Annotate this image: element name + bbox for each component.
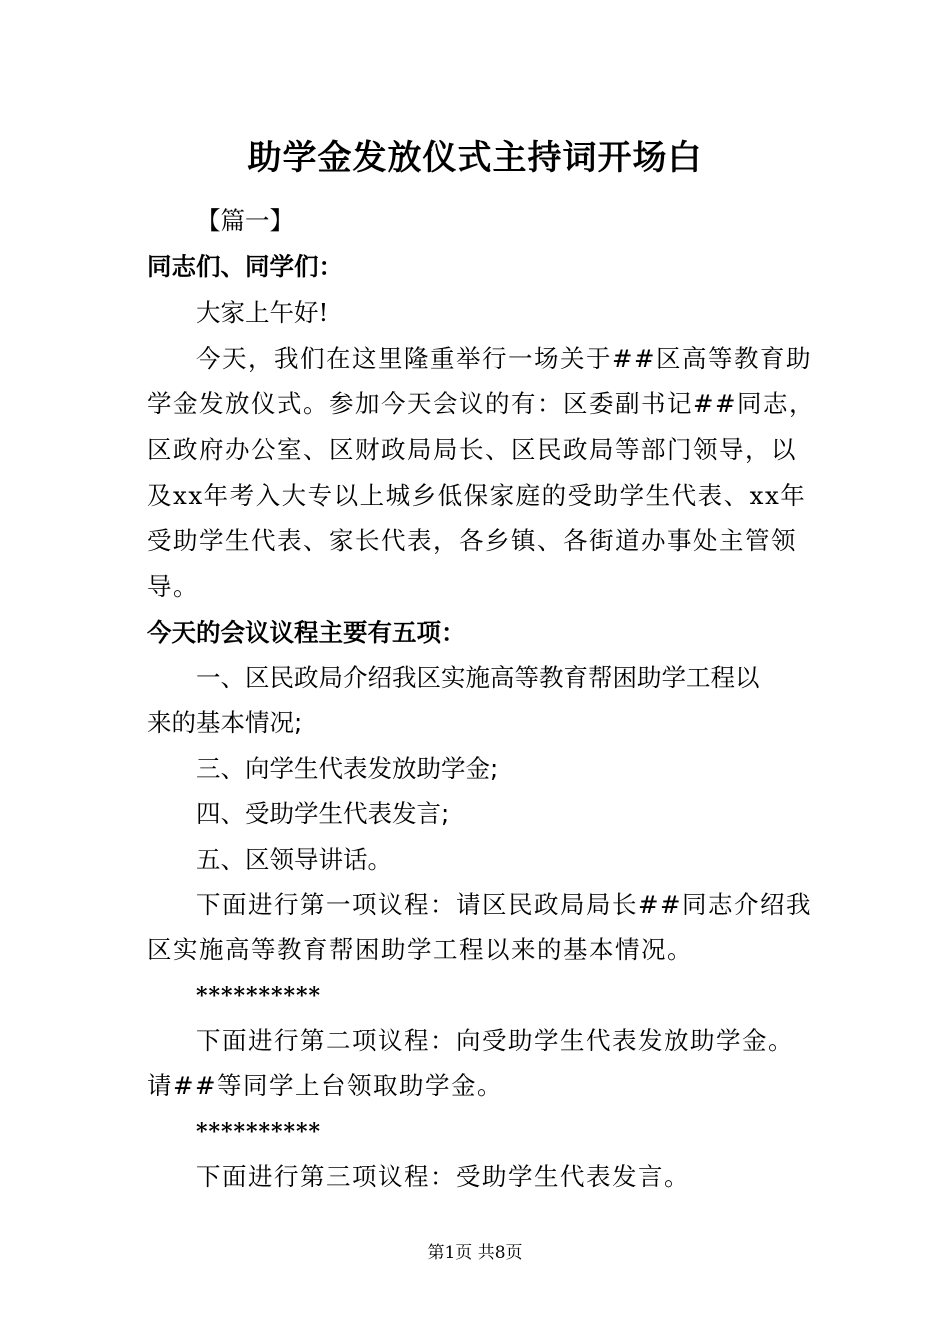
agenda-item: 三、向学生代表发放助学金; <box>196 754 499 783</box>
agenda-item: 来的基本情况; <box>147 708 303 737</box>
page-footer: 第1页 共8页 <box>427 1243 523 1263</box>
intro-line: 今天，我们在这里隆重举行一场关于##区高等教育助 <box>196 344 813 373</box>
intro-line: 导。 <box>147 572 199 601</box>
paragraph-line: 下面进行第一项议程：请区民政局局长##同志介绍我 <box>196 890 813 919</box>
greeting: 大家上午好! <box>196 298 329 327</box>
paragraph-line: 区实施高等教育帮困助学工程以来的基本情况。 <box>147 935 693 964</box>
intro-line: 区政府办公室、区财政局局长、区民政局等部门领导，以 <box>147 435 797 464</box>
document-title: 助学金发放仪式主持词开场白 <box>247 138 703 178</box>
paragraph-line: 下面进行第二项议程：向受助学生代表发放助学金。 <box>196 1026 794 1055</box>
intro-line: 及xx年考入大专以上城乡低保家庭的受助学生代表、xx年 <box>147 481 807 510</box>
agenda-item: 五、区领导讲话。 <box>196 845 392 874</box>
agenda-item-3-paragraph: 下面进行第三项议程：受助学生代表发言。 <box>196 1162 690 1191</box>
agenda-heading: 今天的会议议程主要有五项： <box>147 618 466 647</box>
paragraph-line: 请##等同学上台领取助学金。 <box>147 1071 504 1100</box>
salutation: 同志们、同学们： <box>147 252 343 281</box>
intro-line: 受助学生代表、家长代表，各乡镇、各街道办事处主管领 <box>147 526 797 555</box>
agenda-item: 一、区民政局介绍我区实施高等教育帮困助学工程以 <box>196 663 760 692</box>
agenda-item: 四、受助学生代表发言; <box>196 799 450 828</box>
section-label: 【篇一】 <box>196 206 294 235</box>
intro-line: 学金发放仪式。参加今天会议的有：区委副书记##同志， <box>147 389 816 418</box>
separator: ********** <box>196 983 322 1009</box>
separator: ********** <box>196 1119 322 1145</box>
